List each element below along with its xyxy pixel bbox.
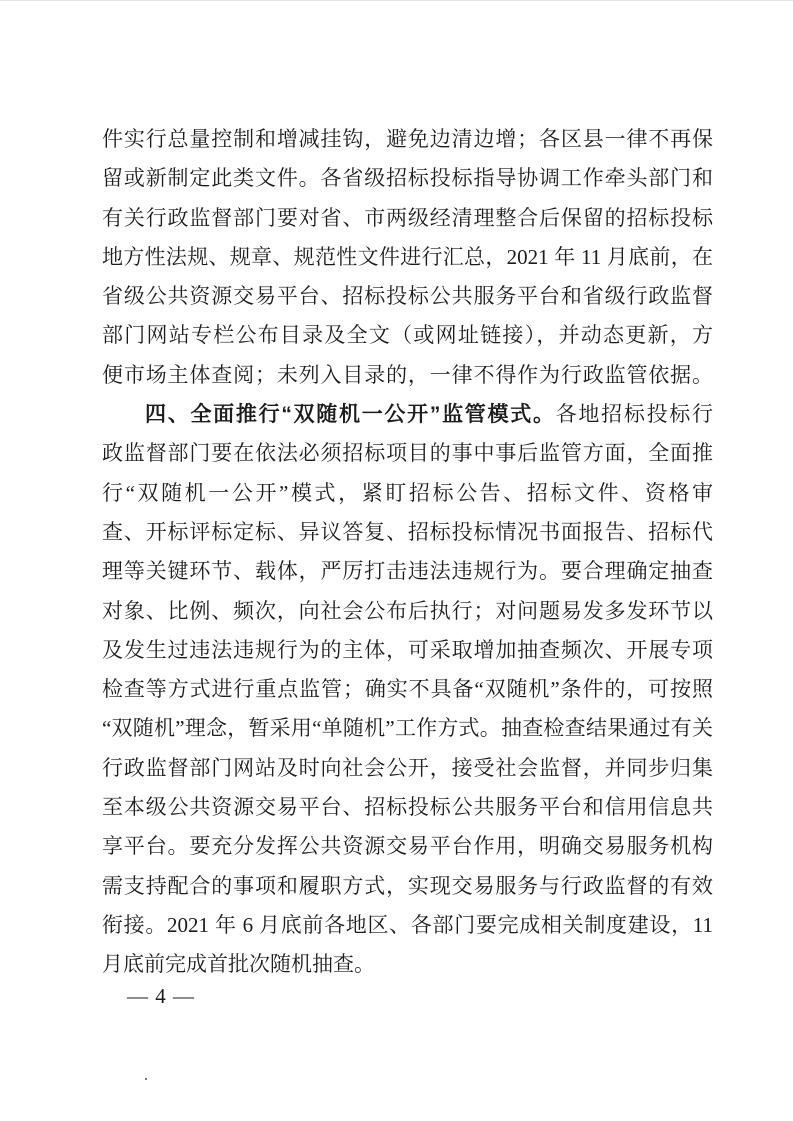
line-text: 部门网站专栏公布目录及全文（或网址链接），并动态更新，方 — [102, 323, 713, 348]
text-line — [102, 827, 713, 866]
text-line — [102, 945, 713, 984]
line-text: 省级公共资源交易平台、招标投标公共服务平台和省级行政监督 — [102, 284, 713, 309]
line-text: 行“双随机一公开”模式，紧盯招标公告、招标文件、资格审 — [102, 480, 713, 505]
line-text: 留或新制定此类文件。各省级招标投标指导协调工作牵头部门和 — [102, 166, 713, 191]
line-text: 享平台。要充分发挥公共资源交易平台作用，明确交易服务机构 — [102, 834, 713, 859]
text-line — [102, 474, 713, 513]
text-line — [102, 159, 713, 198]
text-line — [102, 238, 713, 277]
text-line — [102, 867, 713, 906]
text-line — [102, 356, 713, 395]
line-text: 至本级公共资源交易平台、招标投标公共服务平台和信用信息共 — [102, 795, 713, 820]
line-text: 查、开标评标定标、异议答复、招标投标情况书面报告、招标代 — [102, 519, 713, 544]
text-line — [102, 277, 713, 316]
line-text: 理等关键环节、载体，严厉打击违法违规行为。要合理确定抽查 — [102, 559, 713, 584]
text-line — [102, 513, 713, 552]
section-4-heading: 四、全面推行“双随机一公开”监管模式。 — [145, 403, 556, 427]
line-text: 月底前完成首批次随机抽查。 — [102, 952, 375, 977]
line-text: 政监督部门要在依法必须招标项目的事中事后监管方面，全面推 — [102, 441, 713, 466]
line-text: 对象、比例、频次，向社会公布后执行；对问题易发多发环节以 — [102, 598, 713, 623]
text-line — [102, 592, 713, 631]
scan-dot-artifact — [145, 1078, 147, 1080]
text-line — [102, 631, 713, 670]
line-text: 衔接。2021 年 6 月底前各地区、各部门要完成相关制度建设，11 — [102, 912, 713, 937]
line-text: “双随机”理念，暂采用“单随机”工作方式。抽查检查结果通过有关 — [102, 716, 713, 741]
text-line — [102, 906, 713, 945]
line-text: 便市场主体查阅；未列入目录的，一律不得作为行政监管依据。 — [102, 362, 713, 387]
line-text: 需支持配合的事项和履职方式，实现交易服务与行政监督的有效 — [102, 873, 713, 898]
text-line — [102, 199, 713, 238]
text-line — [102, 788, 713, 827]
line-text: 有关行政监督部门要对省、市两级经清理整合后保留的招标投标 — [102, 205, 713, 230]
section-heading-line — [102, 395, 713, 434]
text-line — [102, 670, 713, 709]
text-line — [102, 434, 713, 473]
line-text: 行政监督部门网站及时向社会公开，接受社会监督，并同步归集 — [102, 755, 713, 780]
line-text: 件实行总量控制和增减挂钩，避免边清边增；各区县一律不再保 — [102, 127, 713, 151]
text-line — [102, 552, 713, 591]
text-line — [102, 316, 713, 355]
text-line — [102, 709, 713, 748]
text-line — [102, 749, 713, 788]
line-text: 检查等方式进行重点监管；确实不具备“双随机”条件的，可按照 — [102, 677, 713, 702]
body-text-block — [102, 120, 713, 985]
line-text: 地方性法规、规章、规范性文件进行汇总，2021 年 11 月底前，在 — [102, 244, 713, 269]
line-text: 各地招标投标行 — [555, 402, 713, 427]
text-line — [102, 120, 713, 159]
line-text: 及发生过违法违规行为的主体，可采取增加抽查频次、开展专项 — [102, 637, 713, 662]
page-number: — 4 — — [127, 984, 195, 1008]
